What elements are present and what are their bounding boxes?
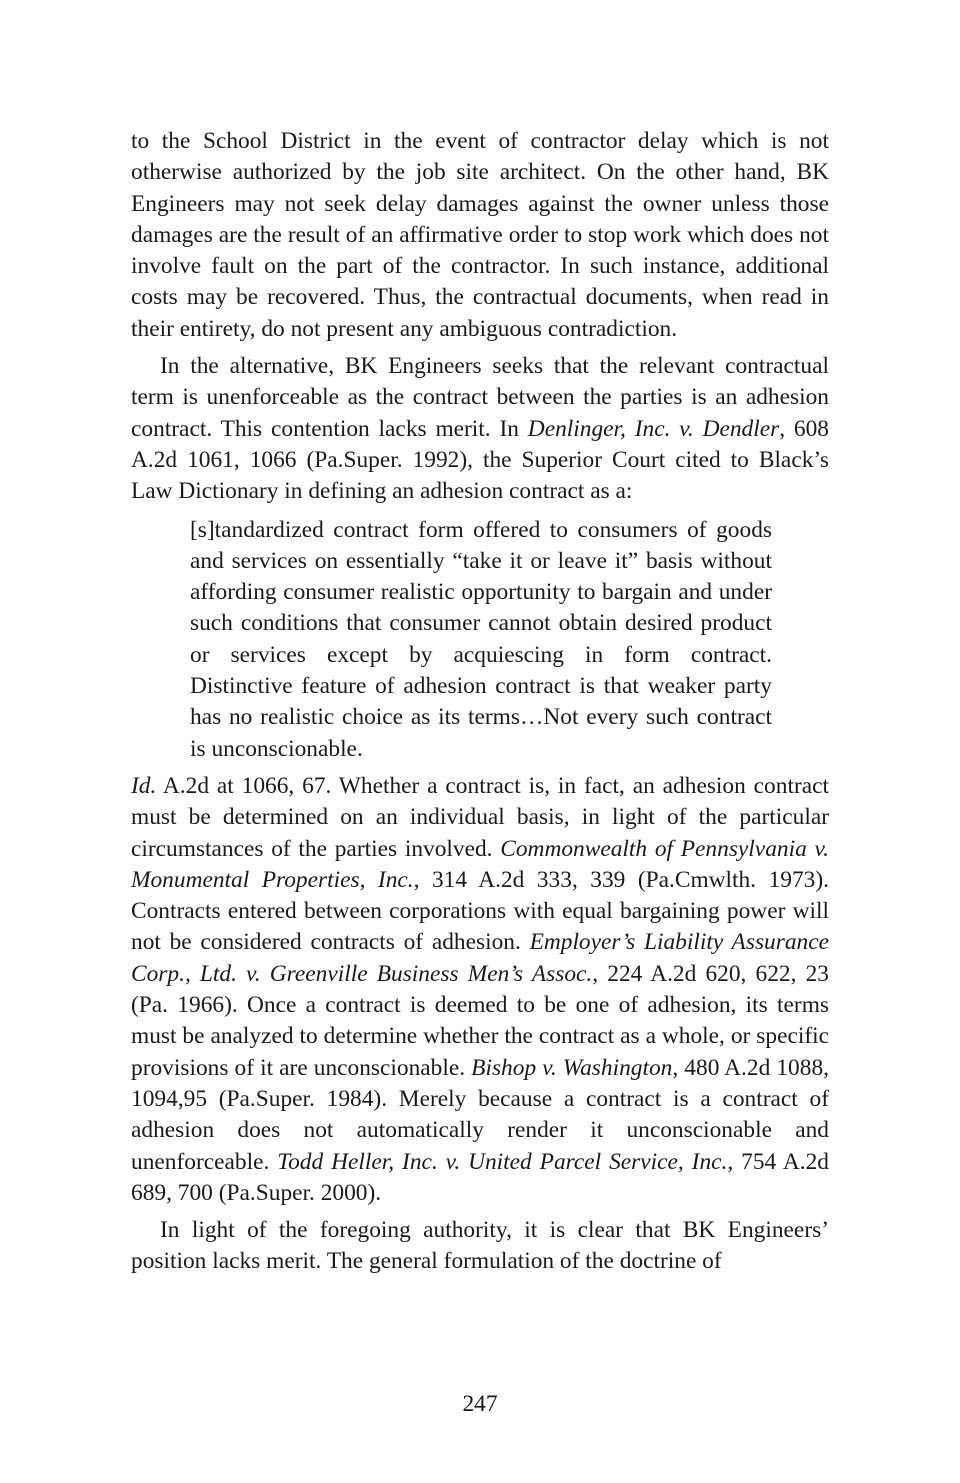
block-quote-text: [s]tandardized contract form offered to consumers of goods and services on essentially “take it or leave it” basis without affording consumer realistic opportunity to bargain and under such conditions that consumer cannot obtain desired product or services except by acquiescing in form contract. Distinctive feature of adhesion contract is that weaker party has no realistic choice as its terms…Not every such contract is unconscionable.: [190, 516, 772, 762]
case-citation: Denlinger, Inc. v. Dendler: [527, 415, 780, 442]
paragraph-text: In the alternative, BK Engineers seeks that the relevant contractual term is unenforceable as the contract between the parties is an adhesion contract. This contention lacks merit. In: [131, 353, 829, 442]
paragraph-text: , 608 A.2d 1061, 1066 (Pa.Super. 1992), the Superior Court cited to Black’s Law Dictionary in defining an adhesion contract as a:: [131, 415, 829, 505]
page-number: 247: [462, 1391, 498, 1417]
paragraph-adhesion-analysis: [131, 771, 829, 1209]
case-citation: Commonwealth of Pennsylvania v. Monumental Properties, Inc.: [131, 835, 829, 893]
paragraph-text: , 480 A.2d 1088, 1094,95 (Pa.Super. 1984). Merely because a contract is a contract of adhesion does not automatically render it unconscionable and unenforceable.: [131, 1054, 829, 1175]
paragraph-adhesion-argument: [131, 351, 829, 507]
case-citation: Employer’s Liability Assurance Corp., Ltd. v. Greenville Business Men’s Assoc.: [131, 929, 829, 987]
paragraph-text: , 224 A.2d 620, 622, 23 (Pa. 1966). Once a contract is deemed to be one of adhesion, its terms must be analyzed to determine whether the contract as a whole, or specific provisions of it are unconscionable.: [131, 960, 829, 1081]
document-page: [131, 126, 829, 1278]
case-citation: Todd Heller, Inc. v. United Parcel Service, Inc.: [277, 1148, 728, 1175]
block-quote: [190, 515, 772, 765]
id-citation: Id.: [131, 772, 157, 799]
paragraph-text: , 754 A.2d 689, 700 (Pa.Super. 2000).: [131, 1148, 829, 1206]
paragraph-conclusion: In light of the foregoing authority, it is clear that BK Engineers’ position lacks merit. The general formulation of the doctrine of: [131, 1217, 829, 1275]
paragraph-text: , 314 A.2d 333, 339 (Pa.Cmwlth. 1973). Contracts entered between corporations with equal bargaining power will not be considered contracts of adhesion.: [131, 866, 829, 956]
case-citation: Bishop v. Washington: [471, 1054, 673, 1081]
paragraph-continued: to the School District in the event of contractor delay which is not otherwise authorized by the job site architect. On the other hand, BK Engineers may not seek delay damages against the owner unless those damages are the result of an affirmative order to stop work which does not involve fault on the part of the contractor. In such instance, additional costs may be recovered. Thus, the contractual documents, when read in their entirety, do not present any ambiguous contradiction.: [131, 128, 829, 342]
paragraph-text: A.2d at 1066, 67. Whether a contract is, in fact, an adhesion contract must be determined on an individual basis, in light of the particular circumstances of the parties involved.: [131, 772, 829, 862]
